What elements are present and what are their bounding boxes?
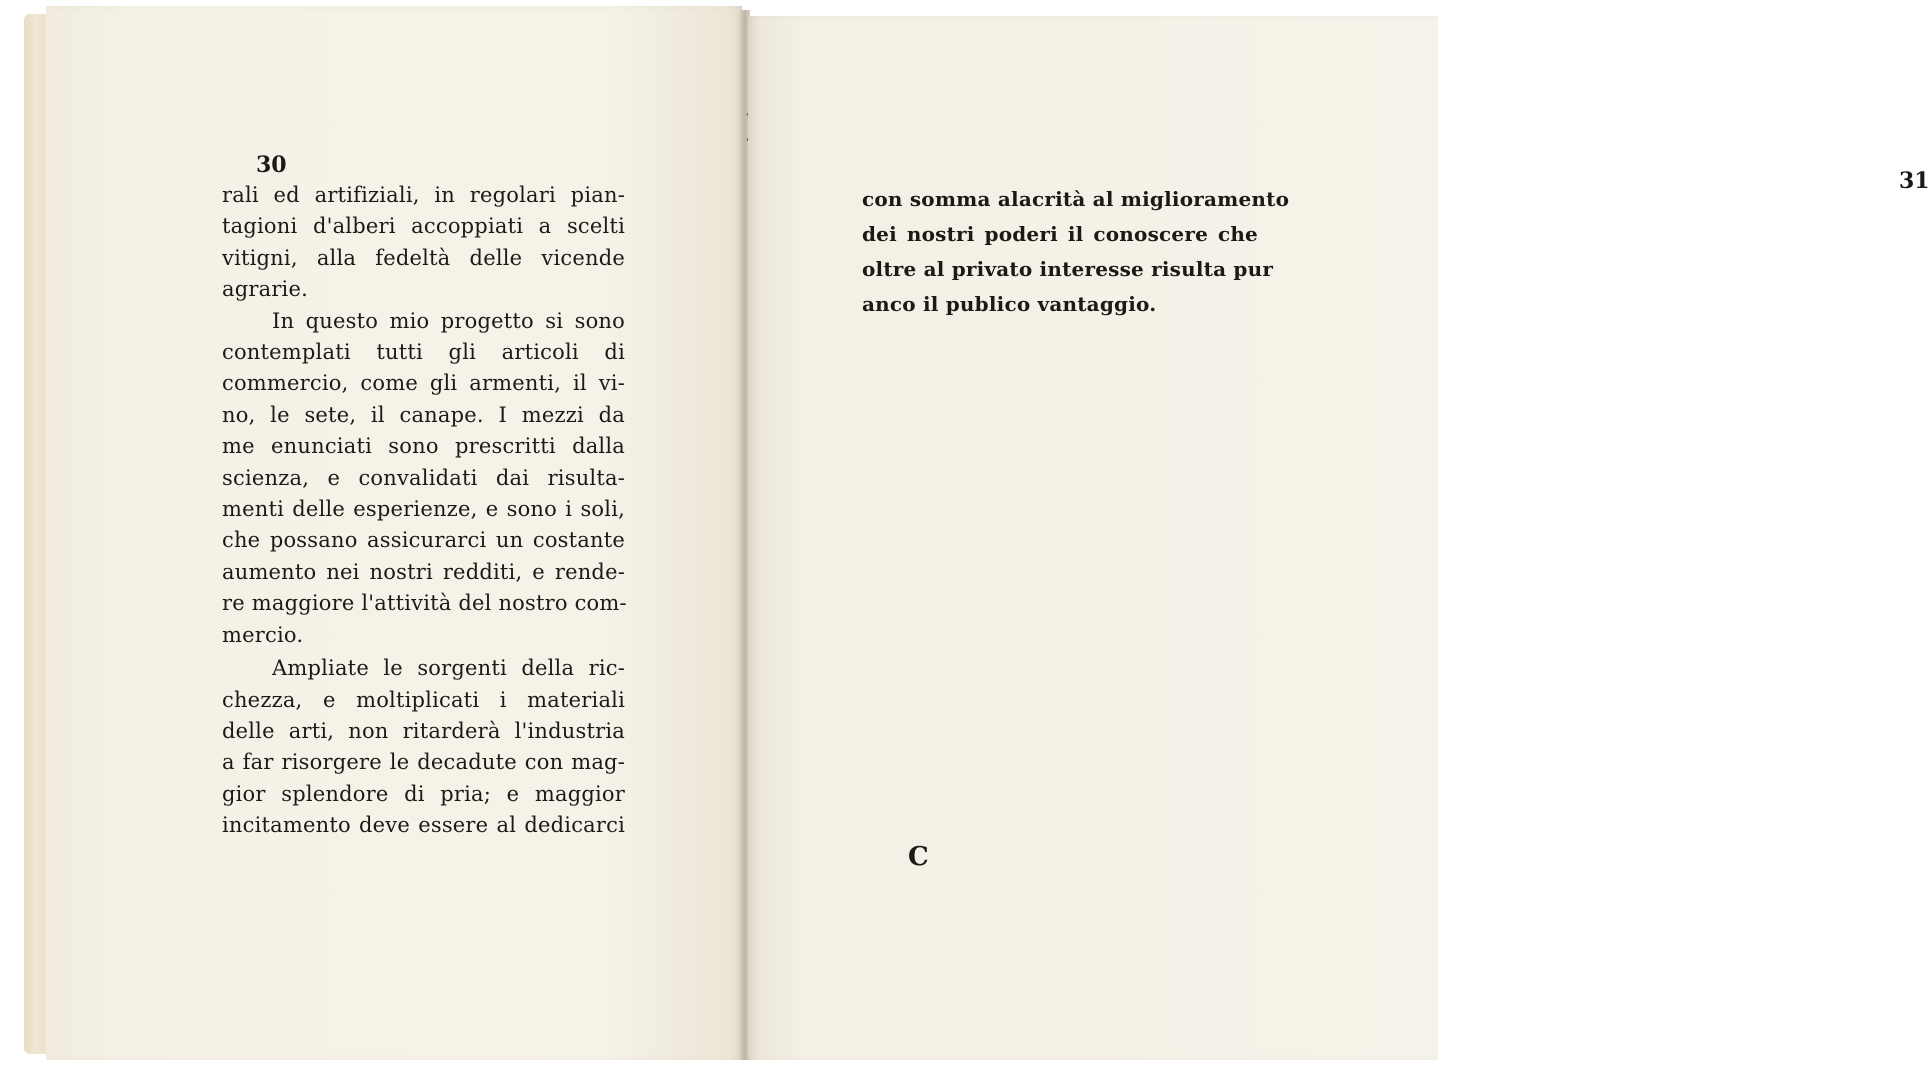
- text-line: menti delle esperienze, e sono i soli,: [222, 497, 625, 522]
- text-line: commercio, come gli armenti, il vi-: [222, 371, 625, 396]
- page-number-left: 30: [256, 152, 287, 178]
- text-line: anco il publico vantaggio.: [862, 292, 1157, 316]
- signature-mark: C: [908, 842, 929, 872]
- right-page: [748, 16, 1930, 1060]
- text-line: oltre al privato interesse risulta pur: [862, 257, 1274, 281]
- text-line: rali ed artifiziali, in regolari pian-: [222, 183, 625, 207]
- text-line: aumento nei nostri redditi, e rende-: [222, 559, 625, 584]
- text-line: delle arti, non ritarderà l'industria: [222, 718, 625, 743]
- left-page: [46, 6, 742, 1060]
- text-line: gior splendore di pria; e maggior: [222, 781, 625, 806]
- left-page-text: [222, 180, 625, 842]
- text-line: a far risorgere le decadute con mag-: [222, 750, 625, 775]
- text-line: vitigni, alla fedeltà delle vicende: [222, 245, 625, 270]
- text-line: incitamento deve essere al dedicarci: [222, 813, 625, 838]
- text-line: no, le sete, il canape. I mezzi da: [222, 402, 625, 427]
- text-line: re maggiore l'attività del nostro com-: [222, 591, 627, 616]
- text-line: mercio.: [222, 622, 304, 647]
- text-line: Ampliate le sorgenti della ric-: [272, 656, 625, 681]
- text-line: chezza, e moltiplicati i materiali: [222, 687, 625, 712]
- page-number-right: 31: [1899, 168, 1930, 194]
- right-page-text: [862, 182, 1290, 322]
- text-line: me enunciati sono prescritti dalla: [222, 434, 625, 459]
- text-line: che possano assicurarci un costante: [222, 528, 625, 553]
- text-line: con somma alacrità al miglioramento: [862, 187, 1290, 211]
- text-line: contemplati tutti gli articoli di: [222, 340, 625, 365]
- text-line: In questo mio progetto si sono: [272, 308, 625, 333]
- text-line: scienza, e convalidati dai risulta-: [222, 465, 625, 490]
- text-line: tagioni d'alberi accoppiati a scelti: [222, 214, 625, 239]
- text-line: agrarie.: [222, 277, 308, 302]
- text-line: dei nostri poderi il conoscere che: [862, 222, 1258, 246]
